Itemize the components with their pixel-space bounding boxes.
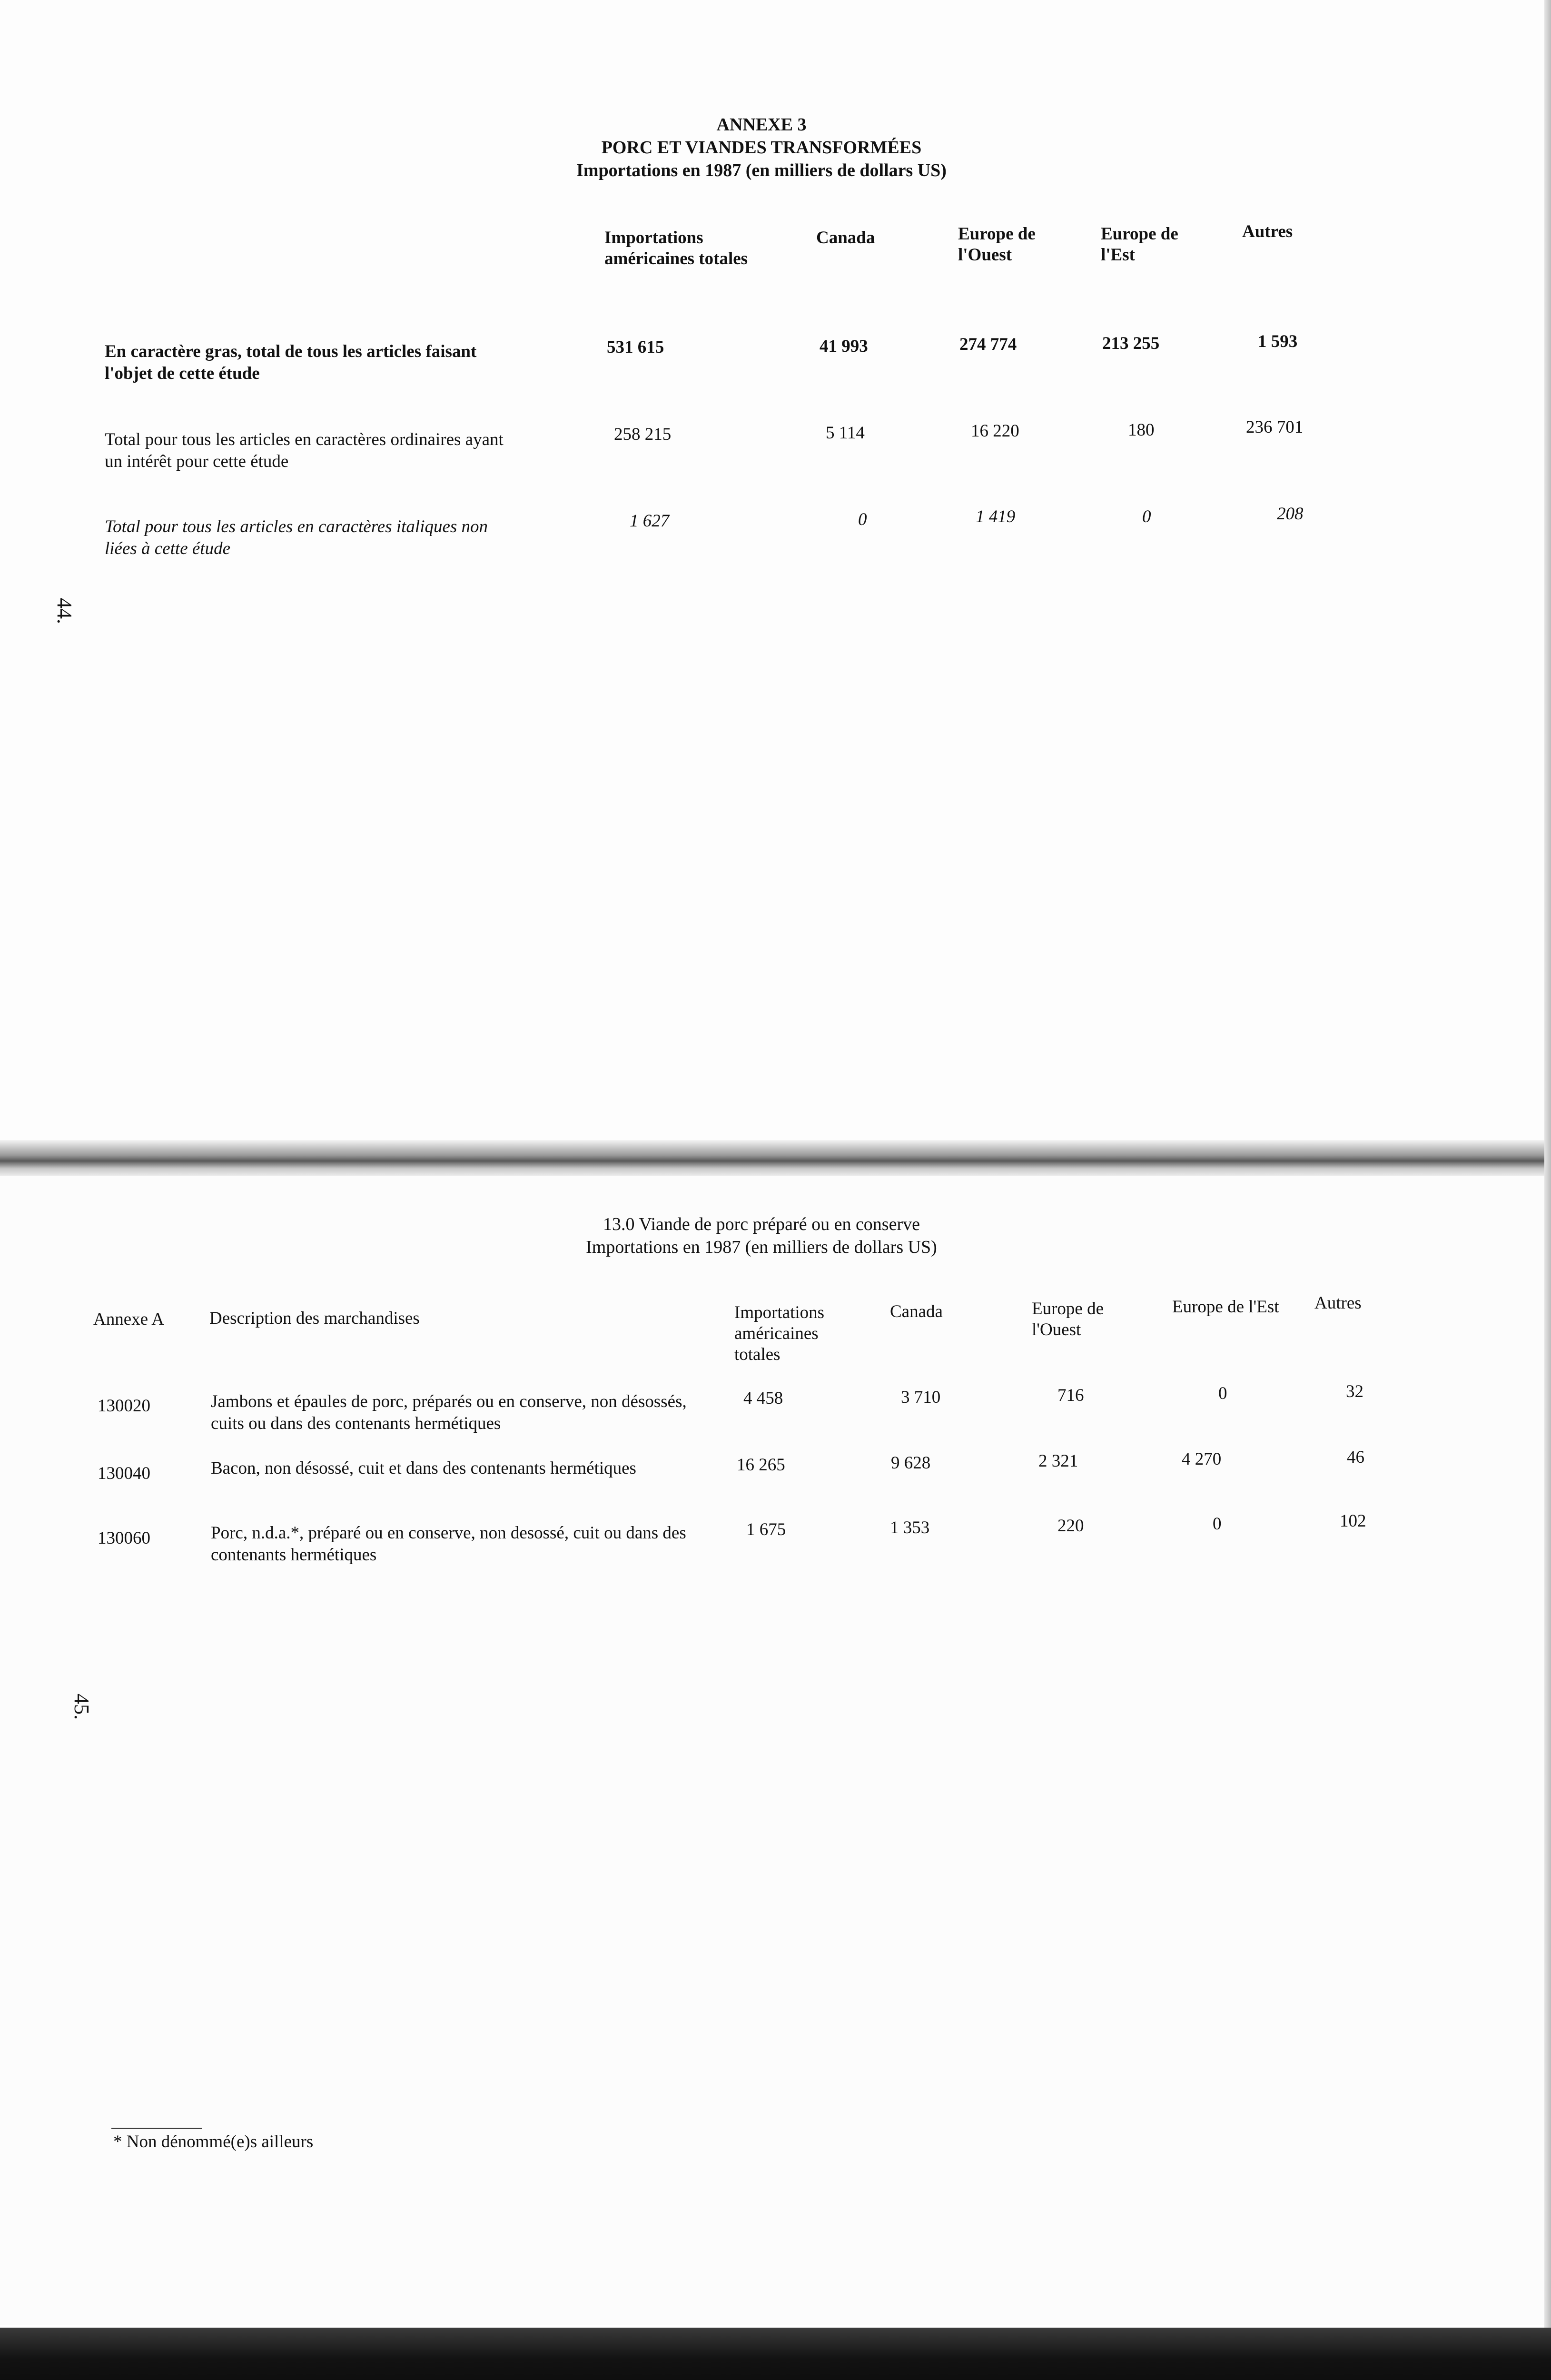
cell-western-europe: 16 220 [971,421,1019,441]
page-45 [0,1176,1551,2325]
annex-subtitle: PORC ET VIANDES TRANSFORMÉES [601,138,922,158]
cell-eastern-europe: 4 270 [1182,1449,1222,1469]
cell-total-imports: 531 615 [607,337,664,357]
footnote: * Non dénommé(e)s ailleurs [113,2132,314,2152]
header-eastern-europe: Europe de l'Est [1101,224,1178,265]
header-canada: Canada [816,228,875,248]
section-title: 13.0 Viande de porc préparé ou en conserve [603,1214,920,1234]
header-others: Autres [1314,1293,1362,1313]
cell-canada: 5 114 [826,423,865,443]
cell-total-imports: 1 675 [746,1520,786,1539]
header-canada: Canada [890,1302,943,1321]
cell-others: 236 701 [1246,417,1304,437]
cell-total-imports: 1 627 [630,511,670,531]
cell-annex-code: 130020 [98,1396,150,1416]
cell-description: Jambons et épaules de porc, préparés ou en conserve, non désossés, cuits ou dans des contenants hermétiques [211,1392,687,1433]
cell-annex-code: 130040 [98,1464,150,1483]
header-eastern-europe: Europe de l'Est [1172,1297,1279,1317]
cell-total-imports: 258 215 [614,425,672,444]
cell-canada: 0 [858,510,867,529]
cell-eastern-europe: 0 [1142,507,1151,526]
row-label-bold-total: En caractère gras, total de tous les articles faisant l'objet de cette étude [105,342,477,383]
cell-western-europe: 274 774 [959,335,1017,354]
header-annex: Annexe A [93,1309,164,1329]
cell-description: Bacon, non désossé, cuit et dans des contenants hermétiques [211,1458,636,1478]
cell-eastern-europe: 0 [1213,1514,1222,1534]
cell-canada: 3 710 [901,1388,941,1407]
scan-background [0,2328,1551,2380]
section-caption: Importations en 1987 (en milliers de dollars US) [586,1237,937,1257]
header-western-europe: Europe de l'Ouest [1032,1299,1104,1339]
header-total-imports: Importations américaines totales [734,1303,825,1364]
cell-eastern-europe: 213 255 [1102,334,1160,353]
page-number: 44. [53,598,76,624]
header-western-europe: Europe de l'Ouest [958,224,1036,265]
cell-eastern-europe: 0 [1218,1384,1227,1403]
cell-total-imports: 4 458 [743,1388,783,1408]
row-label-regular-total: Total pour tous les articles en caractères ordinaires ayant un intérêt pour cette étude [105,430,504,471]
cell-annex-code: 130060 [98,1528,150,1548]
cell-others: 102 [1340,1511,1366,1531]
cell-eastern-europe: 180 [1128,420,1155,440]
header-total-imports: Importations américaines totales [604,228,748,268]
page-fold [0,1140,1551,1178]
cell-western-europe: 716 [1057,1386,1084,1405]
header-description: Description des marchandises [209,1309,420,1328]
footnote-rule [111,2128,202,2129]
annex-title: ANNEXE 3 [716,115,807,135]
cell-description: Porc, n.d.a.*, préparé ou en conserve, non desossé, cuit ou dans des contenants hermétiques [211,1523,686,1565]
page-edge [1544,0,1551,2328]
cell-others: 46 [1347,1448,1364,1467]
cell-canada: 41 993 [820,337,868,356]
cell-western-europe: 220 [1057,1516,1084,1536]
cell-others: 32 [1346,1382,1363,1401]
cell-canada: 9 628 [891,1453,931,1473]
cell-others: 1 593 [1258,332,1298,351]
cell-canada: 1 353 [890,1518,930,1537]
page-44 [0,0,1551,1150]
header-others: Autres [1242,222,1293,241]
page-number: 45. [70,1694,93,1720]
cell-others: 208 [1277,504,1304,524]
cell-western-europe: 1 419 [976,507,1016,526]
annex-caption: Importations en 1987 (en milliers de dollars US) [576,160,947,180]
cell-total-imports: 16 265 [737,1455,785,1475]
row-label-italic-total: Total pour tous les articles en caractères italiques non liées à cette étude [105,517,488,558]
cell-western-europe: 2 321 [1038,1451,1078,1471]
